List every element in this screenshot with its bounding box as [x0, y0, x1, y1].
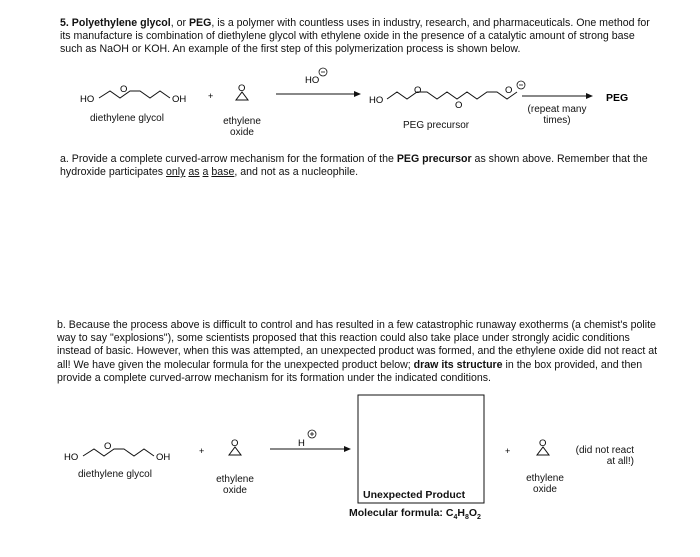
atom-ho: HO	[80, 94, 95, 105]
intro-text: , is a polymer with countless uses in industry, research, and pharmaceuticals. One method for its manufacture is combination of diethylene glycol with ethylene oxide in the presence of a catalytic amount of strong base such as NaOH or KOH. An example of the first step of this polymerization process is shown below.	[60, 17, 650, 56]
atom-oh-2: OH	[156, 452, 171, 463]
question-number: 5.	[60, 17, 69, 29]
label-ethylene-oxide-2	[210, 474, 260, 496]
epoxide-oxygen-2: O	[231, 438, 239, 449]
part-a-bold: PEG precursor	[396, 153, 472, 165]
label-oxide-line2-3: oxide	[533, 484, 557, 495]
part-b-text1: Because the process above is difficult to control and has resulted in a few catastrophic runaway exotherms (a chemist's polite way to say "explosions"), some scientists proposed that this reaction could also take place under strongly acidic conditions instead of basic. However, when this was attempted, an unexpected product was formed, and the ethylene oxide did not react at all! We have given the molecular formula for the unexpected product below;	[57, 319, 658, 371]
note-line2: at all!)	[606, 456, 634, 467]
part-b-bold: draw its structure	[413, 358, 503, 371]
underlined-a: a	[202, 166, 209, 179]
part-a-text3: , and not as a nucleophile.	[234, 166, 359, 179]
formula-o: O	[468, 507, 478, 519]
repeat-line2: times)	[543, 115, 571, 126]
label-oxide-line2: oxide	[230, 127, 254, 138]
repeat-line1: (repeat many	[527, 104, 587, 115]
label-oxide-line2-2: oxide	[223, 485, 247, 496]
note-line1: (did not react	[575, 445, 634, 456]
precursor-o3: O	[505, 85, 513, 96]
precursor-ho: HO	[369, 95, 384, 106]
label-peg-precursor: PEG precursor	[403, 120, 470, 131]
formula-h: H	[457, 507, 465, 519]
intro-separator: , or	[170, 17, 189, 29]
part-b-letter: b.	[57, 319, 66, 331]
formula-o-count: 2	[477, 514, 481, 522]
atom-ho-2: HO	[64, 452, 79, 463]
molecular-formula	[349, 508, 481, 523]
label-diethylene-glycol-2: diethylene glycol	[78, 469, 152, 480]
product-answer-box[interactable]	[358, 395, 484, 503]
label-diethylene-glycol: diethylene glycol	[90, 113, 164, 124]
atom-oh: OH	[172, 94, 187, 105]
label-ethylene-line1-2: ethylene	[216, 474, 254, 485]
atom-o: O	[120, 84, 128, 95]
peg-product: PEG	[606, 92, 629, 104]
plus-sign: +	[208, 91, 214, 101]
label-ethylene-line1-3: ethylene	[526, 473, 564, 484]
term-peg: PEG	[188, 17, 212, 29]
term-polyethylene-glycol: Polyethylene glycol	[71, 17, 171, 29]
formula-prefix: Molecular formula: C	[349, 507, 454, 519]
underlined-base: base	[211, 166, 235, 179]
atom-o-2: O	[104, 441, 112, 452]
acid-reagent: H	[298, 438, 305, 449]
diethylene-glycol-skeleton-2	[83, 449, 154, 456]
plus-sign-3: +	[505, 446, 511, 456]
label-ethylene-line1: ethylene	[223, 116, 261, 127]
part-b-text2: in the box provided, and then provide a complete curved-arrow mechanism for its formation under the indicated conditions.	[57, 358, 643, 384]
underlined-as: as	[188, 166, 200, 179]
label-ethylene-oxide-3	[520, 473, 570, 495]
part-a-letter: a.	[60, 153, 69, 165]
plus-sign-2: +	[199, 446, 205, 456]
part-a-text2: as shown above. Remember that the hydroxide participates	[60, 153, 648, 179]
underlined-only: only	[166, 166, 186, 179]
formula-h-count: 8	[464, 514, 469, 522]
did-not-react-note	[558, 445, 634, 467]
hydroxide-reagent: HO	[305, 75, 320, 86]
part-a-text1: Provide a complete curved-arrow mechanism for the formation of the	[71, 153, 397, 165]
unexpected-product-title: Unexpected Product	[363, 489, 466, 501]
epoxide-oxygen: O	[238, 83, 246, 94]
formula-c-count: 4	[453, 514, 458, 522]
precursor-o2: O	[455, 100, 463, 111]
precursor-o1: O	[414, 85, 422, 96]
epoxide-oxygen-3: O	[539, 438, 547, 449]
